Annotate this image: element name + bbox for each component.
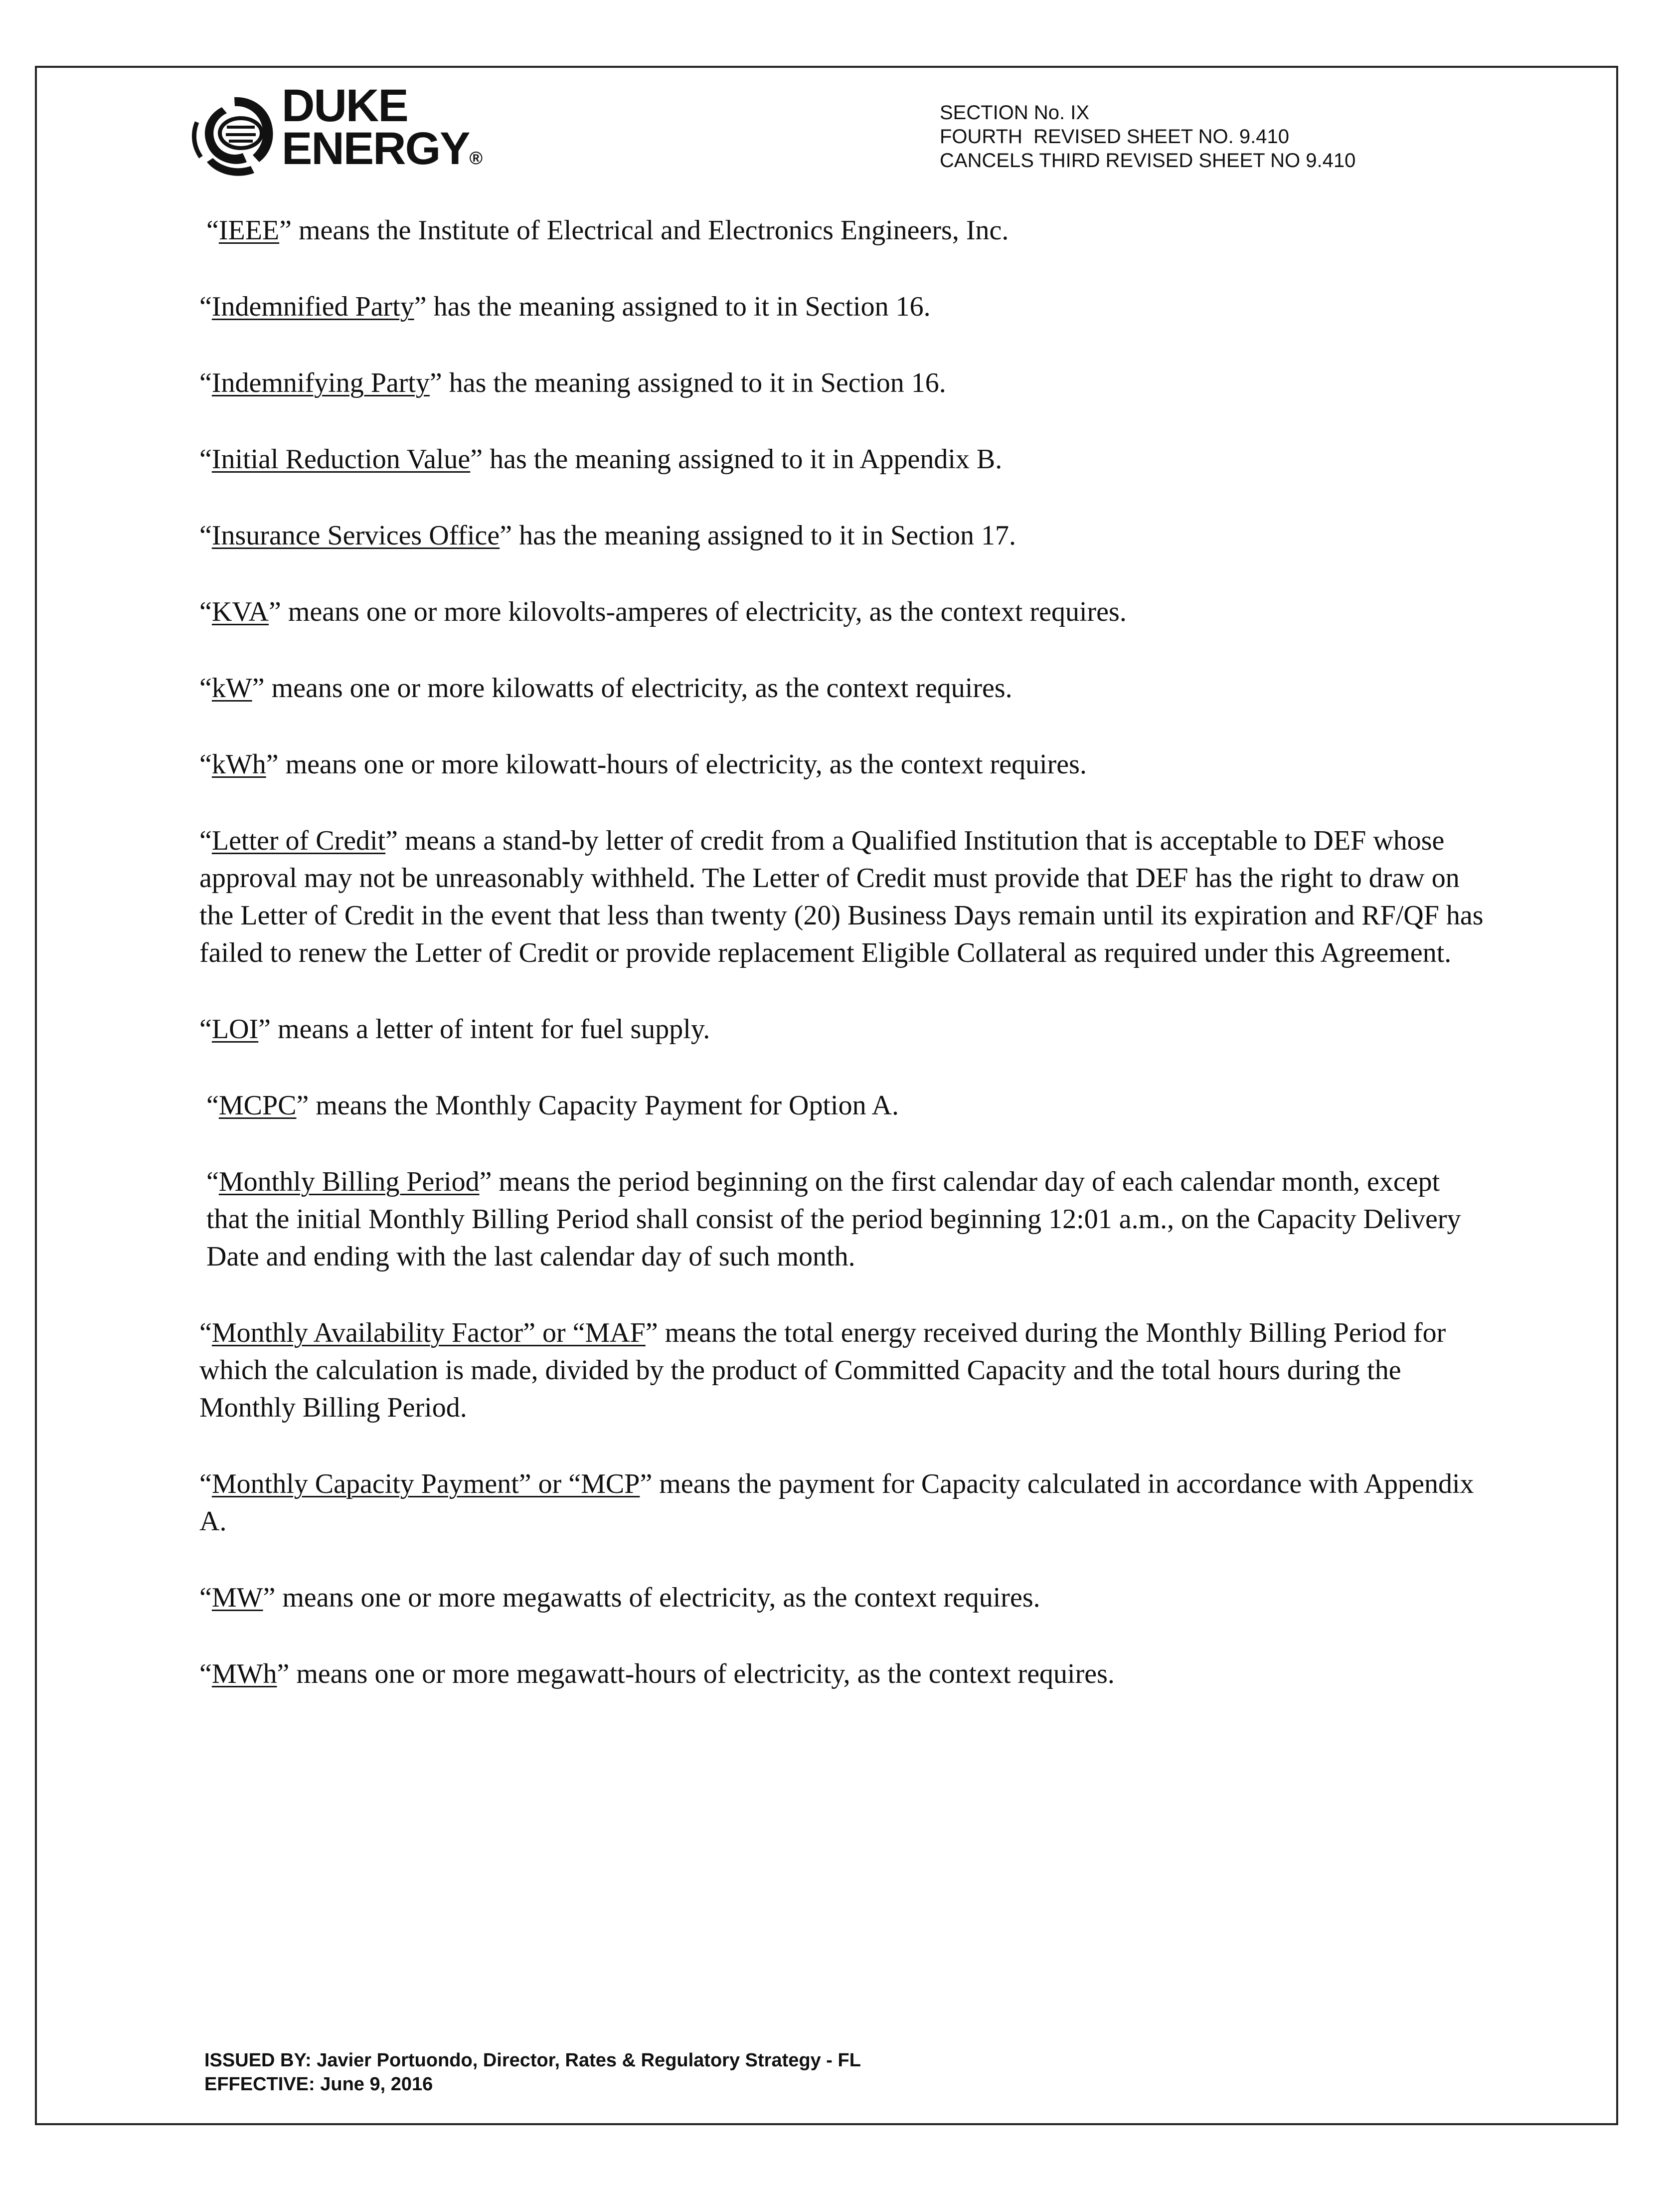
definitions-list [199, 212, 1486, 1732]
effective-date: EFFECTIVE: June 9, 2016 [204, 2074, 433, 2095]
definition-text: means the payment for Capacity calculated in accordance with Appendix A. [199, 1468, 1474, 1537]
definition-text: means the period beginning on the first calendar day of each calendar month, except that the initial Monthly Billing Period shall consist of the period beginning 12:01 a.m., on the Capacity Delivery Date and ending with the last calendar day of such month. [206, 1166, 1461, 1272]
logo-registered-mark: ® [469, 148, 482, 168]
definition-mcpc: “MCPC” means the Monthly Capacity Payment for Option A. [206, 1090, 899, 1121]
defined-term: Letter of Credit [211, 825, 386, 856]
issuance-footer [204, 2048, 861, 2096]
definition-text: means one or more kilowatts of electricity, as the context requires. [264, 673, 1012, 704]
duke-energy-logo-icon [187, 87, 287, 187]
definition-text: means one or more megawatt-hours of electricity, as the context requires. [289, 1658, 1115, 1689]
definition-mwh: “MWh” means one or more megawatt-hours of electricity, as the context requires. [199, 1658, 1115, 1689]
definition-text: means the Institute of Electrical and Electronics Engineers, Inc. [292, 215, 1009, 246]
sheet-header [940, 101, 1355, 173]
definition-monthly-billing-period: “Monthly Billing Period” means the period beginning on the first calendar day of each calendar month, except that the initial Monthly Billing Period shall consist of the period beginning 12:01 a.m., on the Capacity Delivery Date and ending with the last calendar day of such month. [206, 1166, 1461, 1272]
definition-kva: “KVA” means one or more kilovolts-amperes of electricity, as the context requires. [199, 596, 1127, 627]
definition-ieee: “IEEE” means the Institute of Electrical and Electronics Engineers, Inc. [206, 215, 1009, 246]
cancels-sheet: CANCELS THIRD REVISED SHEET NO 9.410 [940, 150, 1356, 172]
logo-line1: DUKE [282, 80, 408, 131]
section-number: SECTION No. IX [940, 102, 1090, 124]
definition-text: means the total energy received during the Monthly Billing Period for which the calculation is made, divided by the product of Committed Capacity and the total hours during the Monthly Billing Period. [199, 1317, 1446, 1423]
defined-term: KVA [211, 596, 269, 627]
definition-text: has the meaning assigned to it in Appendix B. [483, 444, 1003, 475]
definition-initial-reduction-value: “Initial Reduction Value” has the meaning assigned to it in Appendix B. [199, 444, 1003, 475]
definition-text: means a letter of intent for fuel supply. [271, 1014, 710, 1045]
defined-term: Indemnified Party [211, 291, 414, 322]
definition-text: has the meaning assigned to it in Section 17. [512, 520, 1016, 551]
definition-monthly-availability-factor: “Monthly Availability Factor” or “MAF” means the total energy received during the Monthly Billing Period for which the calculation is made, divided by the product of Committed Capacity and the total hours during the Monthly Billing Period. [199, 1317, 1446, 1423]
definition-insurance-services-office: “Insurance Services Office” has the meaning assigned to it in Section 17. [199, 520, 1016, 551]
definition-text: means one or more kilovolts-amperes of electricity, as the context requires. [281, 596, 1127, 627]
issued-by: ISSUED BY: Javier Portuondo, Director, Rates & Regulatory Strategy - FL [204, 2050, 861, 2071]
defined-term: MW [211, 1582, 263, 1613]
defined-term: MWh [211, 1658, 277, 1689]
definition-text: has the meaning assigned to it in Section 16. [442, 367, 946, 398]
definition-text: has the meaning assigned to it in Section 16. [426, 291, 931, 322]
definition-text: means the Monthly Capacity Payment for Option A. [309, 1090, 899, 1121]
definition-letter-of-credit: “Letter of Credit” means a stand-by letter of credit from a Qualified Institution that is acceptable to DEF whose approval may not be unreasonably withheld. The Letter of Credit must provide that DEF has the right to draw on the Letter of Credit in the event that less than twenty (20) Business Days remain until its expiration and RF/QF has failed to renew the Letter of Credit or provide replacement Eligible Collateral as required under this Agreement. [199, 825, 1484, 968]
definition-text: means one or more kilowatt-hours of electricity, as the context requires. [278, 749, 1087, 780]
definition-text: means a stand-by letter of credit from a Qualified Institution that is acceptable to DEF whose approval may not be unreasonably withheld. The Letter of Credit must provide that DEF has the right to draw on the Letter of Credit in the event that less than twenty (20) Business Days remain until its expiration and RF/QF has failed to renew the Letter of Credit or provide replacement Eligible Collateral as required under this Agreement. [199, 825, 1484, 968]
definition-kw: “kW” means one or more kilowatts of electricity, as the context requires. [199, 673, 1012, 704]
defined-term: MCPC [218, 1090, 297, 1121]
defined-term: LOI [211, 1014, 259, 1045]
definition-kwh: “kWh” means one or more kilowatt-hours of electricity, as the context requires. [199, 749, 1087, 780]
company-logo [187, 82, 486, 182]
defined-term: IEEE [218, 215, 280, 246]
defined-term: Insurance Services Office [211, 520, 500, 551]
defined-term: Indemnifying Party [211, 367, 430, 398]
definition-text: means one or more megawatts of electricity, as the context requires. [275, 1582, 1040, 1613]
definition-indemnifying-party: “Indemnifying Party” has the meaning assigned to it in Section 16. [199, 367, 946, 398]
sheet-number: FOURTH REVISED SHEET NO. 9.410 [940, 126, 1289, 148]
definition-indemnified-party: “Indemnified Party” has the meaning assigned to it in Section 16. [199, 291, 931, 322]
definition-loi: “LOI” means a letter of intent for fuel supply. [199, 1014, 710, 1045]
definition-mw: “MW” means one or more megawatts of electricity, as the context requires. [199, 1582, 1040, 1613]
defined-term: Monthly Billing Period [218, 1166, 480, 1197]
logo-line2: ENERGY [282, 123, 470, 174]
defined-term: Monthly Capacity Payment” or “MCP [211, 1468, 640, 1499]
defined-term: Initial Reduction Value [211, 444, 471, 475]
definition-monthly-capacity-payment: “Monthly Capacity Payment” or “MCP” means the payment for Capacity calculated in accordance with Appendix A. [199, 1468, 1474, 1537]
defined-term: kW [211, 673, 252, 704]
logo-wordmark [282, 80, 482, 180]
defined-term: Monthly Availability Factor” or “MAF [211, 1317, 646, 1348]
defined-term: kWh [211, 749, 266, 780]
